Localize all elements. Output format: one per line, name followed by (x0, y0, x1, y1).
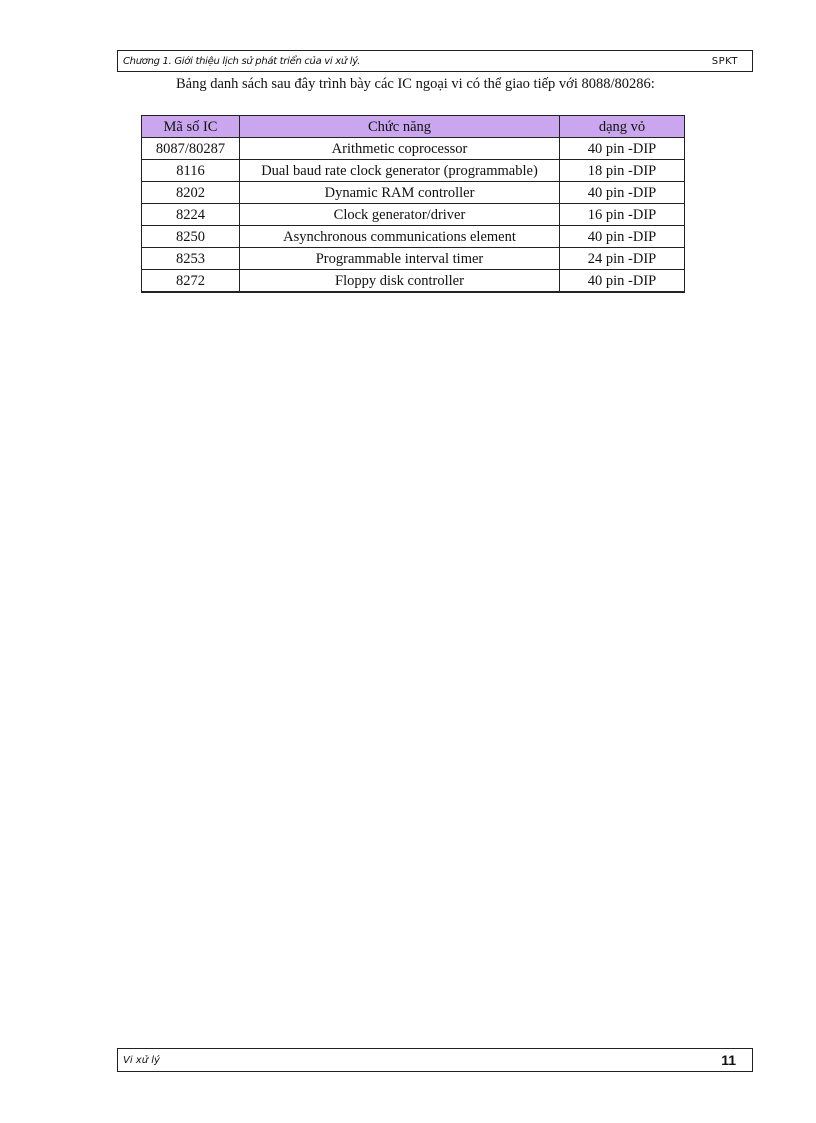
brand-label: SPKT (711, 55, 738, 67)
cell-function: Programmable interval timer (240, 248, 560, 270)
cell-package: 16 pin -DIP (560, 204, 685, 226)
cell-function: Floppy disk controller (240, 270, 560, 293)
cell-ic-code: 8253 (142, 248, 240, 270)
ic-table (141, 115, 685, 293)
table-row (142, 248, 685, 270)
cell-package: 40 pin -DIP (560, 138, 685, 160)
cell-package: 40 pin -DIP (560, 270, 685, 293)
column-header-package: dạng vỏ (560, 116, 685, 138)
table-row (142, 226, 685, 248)
cell-package: 40 pin -DIP (560, 182, 685, 204)
footer-subject: Vi xử lý (123, 1054, 160, 1066)
chapter-title: Chương 1. Giới thiệu lịch sử phát triển của vi xử lý. (123, 55, 361, 67)
table-row (142, 270, 685, 293)
cell-ic-code: 8116 (142, 160, 240, 182)
cell-ic-code: 8272 (142, 270, 240, 293)
table-header-row (142, 116, 685, 138)
table-row (142, 182, 685, 204)
column-header-function: Chức năng (240, 116, 560, 138)
cell-package: 18 pin -DIP (560, 160, 685, 182)
cell-function: Dual baud rate clock generator (programmable) (240, 160, 560, 182)
cell-ic-code: 8087/80287 (142, 138, 240, 160)
cell-package: 40 pin -DIP (560, 226, 685, 248)
cell-function: Dynamic RAM controller (240, 182, 560, 204)
page-header (117, 50, 753, 72)
cell-ic-code: 8224 (142, 204, 240, 226)
table-row (142, 138, 685, 160)
cell-ic-code: 8250 (142, 226, 240, 248)
cell-function: Asynchronous communications element (240, 226, 560, 248)
cell-package: 24 pin -DIP (560, 248, 685, 270)
column-header-ic-code: Mã số IC (142, 116, 240, 138)
page-number: 11 (721, 1052, 736, 1068)
cell-ic-code: 8202 (142, 182, 240, 204)
cell-function: Arithmetic coprocessor (240, 138, 560, 160)
table-row (142, 204, 685, 226)
page-footer (117, 1048, 753, 1072)
intro-paragraph: Bảng danh sách sau đây trình bày các IC ngoại vi có thể giao tiếp với 8088/80286: (176, 76, 655, 92)
cell-function: Clock generator/driver (240, 204, 560, 226)
table-row (142, 160, 685, 182)
